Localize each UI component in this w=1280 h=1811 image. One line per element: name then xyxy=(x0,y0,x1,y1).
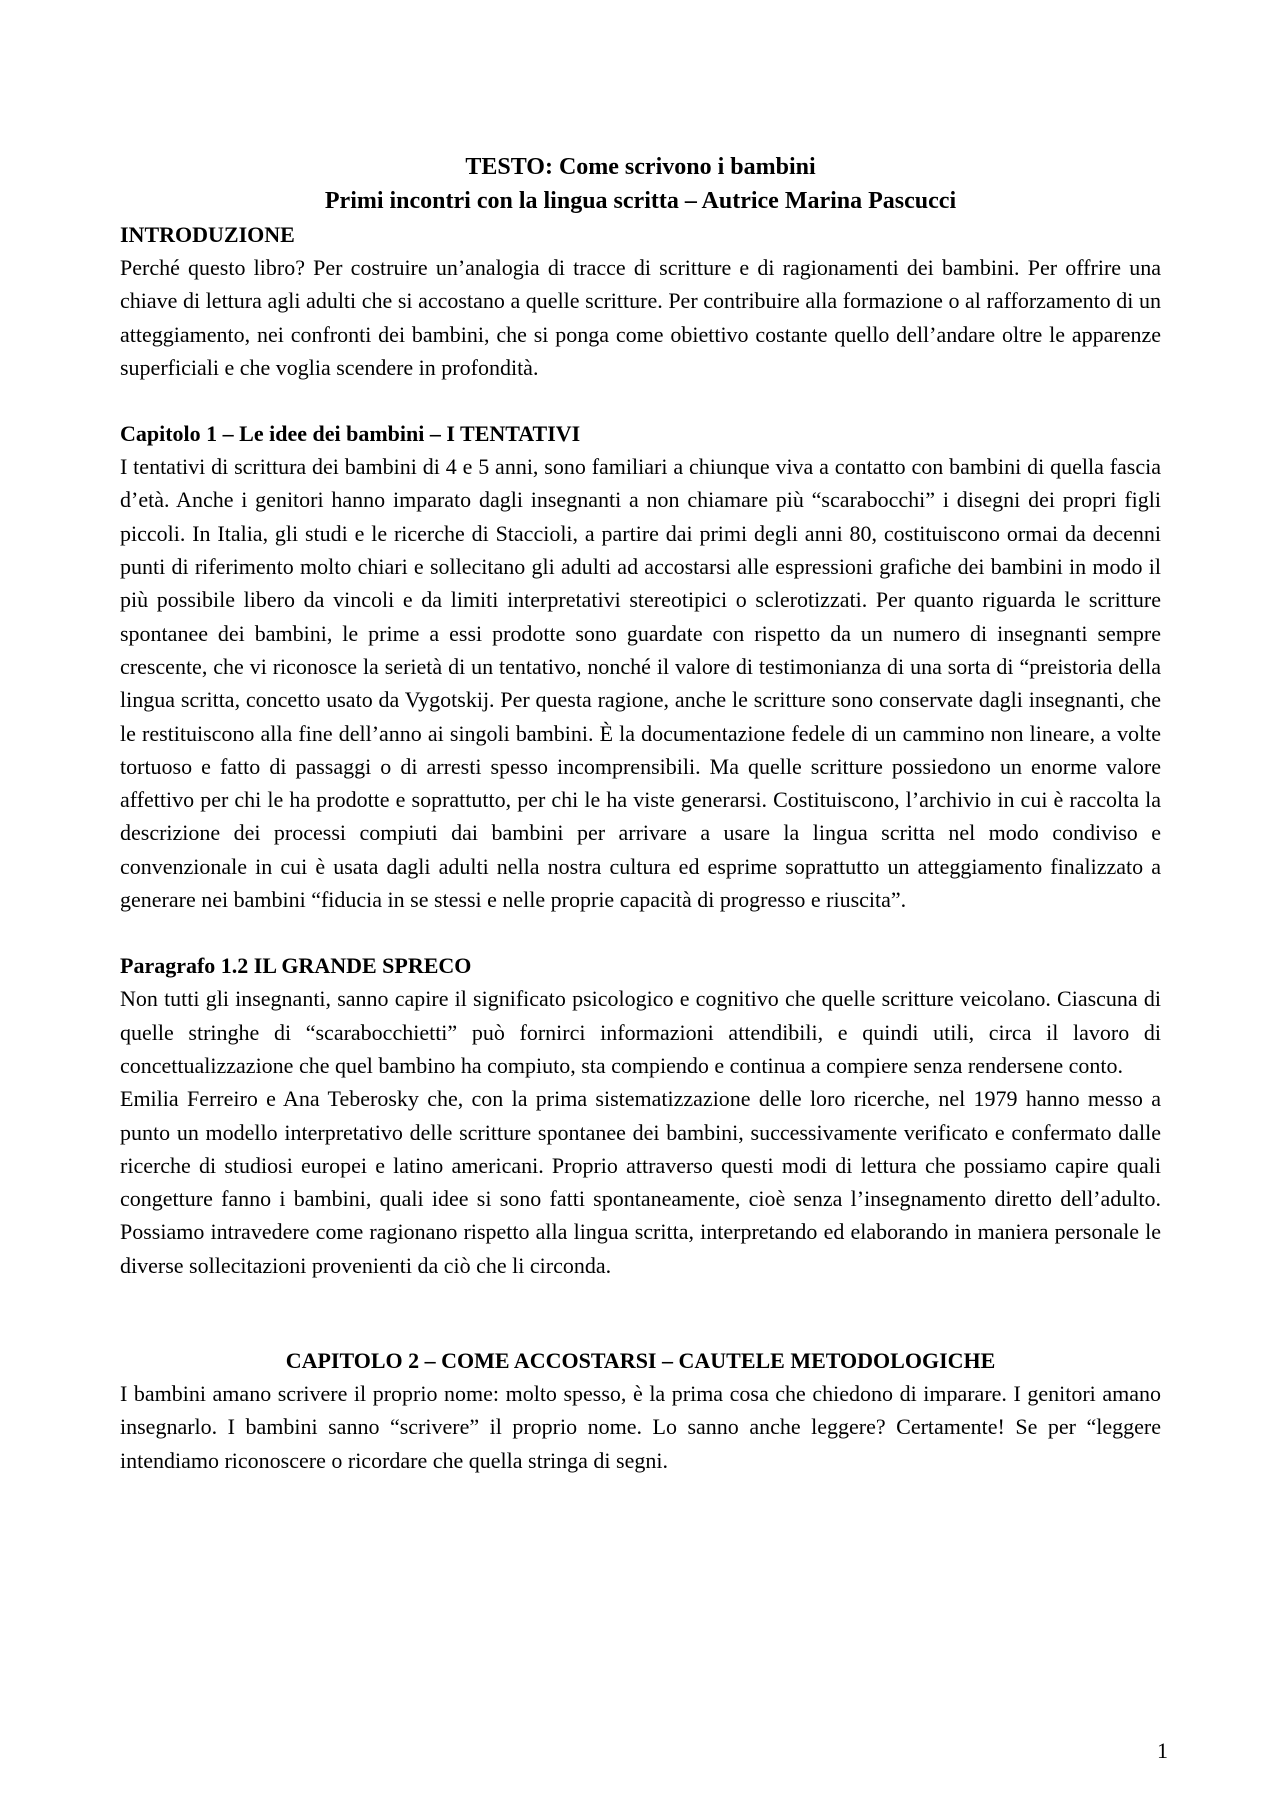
document-subtitle: Primi incontri con la lingua scritta – Autrice Marina Pascucci xyxy=(324,188,957,214)
heading-capitolo-1: Capitolo 1 – Le idee dei bambini – I TENTATIVI xyxy=(120,421,581,447)
paragraph-paragrafo-1-2-b: Emilia Ferreiro e Ana Teberosky che, con la prima sistematizzazione delle loro ricerche, nel 1979 hanno messo a punto un modello interpretativo delle scritture spontanee dei bambini, successivamente verificato e confermato dalle ricerche di studiosi europei e latino americani. Proprio attraverso questi modi di lettura che possiamo capire quali congetture fanno i bambini, quali idee si sono fatti spontaneamente, cioè senza l’insegnamento diretto dell’adulto. Possiamo intravedere come ragionano rispetto alla lingua scritta, interpretando ed elaborando in maniera personale le diverse sollecitazioni provenienti da ciò che li circonda. xyxy=(120,1086,1161,1278)
heading-introduzione: INTRODUZIONE xyxy=(120,222,295,247)
heading-paragrafo-1-2: Paragrafo 1.2 IL GRANDE SPRECO xyxy=(120,953,472,979)
document-title: TESTO: Come scrivono i bambini xyxy=(465,154,816,180)
page-number: 1 xyxy=(1157,1738,1168,1763)
spacer xyxy=(120,1282,1161,1344)
spacer xyxy=(120,916,1161,949)
heading-capitolo-2: CAPITOLO 2 – COME ACCOSTARSI – CAUTELE METODOLOGICHE xyxy=(285,1348,996,1374)
document-page xyxy=(120,150,1161,1477)
paragraph-capitolo-1: I tentativi di scrittura dei bambini di 4 e 5 anni, sono familiari a chiunque viva a contatto con bambini di quella fascia d’età. Anche i genitori hanno imparato dagli insegnanti a non chiamare più “scarabocchi” i disegni dei propri figli piccoli. In Italia, gli studi e le ricerche di Staccioli, a partire dai primi degli anni 80, costituiscono ormai da decenni punti di riferimento molto chiari e sollecitano gli adulti ad accostarsi alle espressioni grafiche dei bambini in modo il più possibile libero da vincoli e da limiti interpretativi stereotipici o sclerotizzati. Per quanto riguarda le scritture spontanee dei bambini, le prime a essi prodotte sono guardate con rispetto da un numero di insegnanti sempre crescente, che vi riconosce la serietà di un tentativo, nonché il valore di testimonianza di una sorta di “preistoria della lingua scritta, concetto usato da Vygotskij. Per questa ragione, anche le scritture sono conservate dagli insegnanti, che le restituiscono alla fine dell’anno ai singoli bambini. È la documentazione fedele di un cammino non lineare, a volte tortuoso e fatto di passaggi o di arresti spesso incomprensibili. Ma quelle scritture possiedono un enorme valore affettivo per chi le ha prodotte e soprattutto, per chi le ha viste generarsi. Costituiscono, l’archivio in cui è raccolta la descrizione dei processi compiuti dai bambini per arrivare a usare la lingua scritta nel modo condiviso e convenzionale in cui è usata dagli adulti nella nostra cultura ed esprime soprattutto un atteggiamento finalizzato a generare nei bambini “fiducia in se stessi e nelle proprie capacità di progresso e riuscita”. xyxy=(120,454,1161,913)
paragraph-capitolo-2: I bambini amano scrivere il proprio nome: molto spesso, è la prima cosa che chiedono di imparare. I genitori amano insegnarlo. I bambini sanno “scrivere” il proprio nome. Lo sanno anche leggere? Certamente! Se per “leggere intendiamo riconoscere o ricordare che quella stringa di segni. xyxy=(120,1381,1161,1473)
paragraph-paragrafo-1-2-a: Non tutti gli insegnanti, sanno capire il significato psicologico e cognitivo che quelle scritture veicolano. Ciascuna di quelle stringhe di “scarabocchietti” può fornirci informazioni attendibili, e quindi utili, circa il lavoro di concettualizzazione che quel bambino ha compiuto, sta compiendo e continua a compiere senza rendersene conto. xyxy=(120,986,1161,1078)
spacer xyxy=(120,384,1161,417)
paragraph-introduzione: Perché questo libro? Per costruire un’analogia di tracce di scritture e di ragionamenti dei bambini. Per offrire una chiave di lettura agli adulti che si accostano a quelle scritture. Per contribuire alla formazione o al rafforzamento di un atteggiamento, nei confronti dei bambini, che si ponga come obiettivo costante quello dell’andare oltre le apparenze superficiali e che voglia scendere in profondità. xyxy=(120,255,1161,380)
